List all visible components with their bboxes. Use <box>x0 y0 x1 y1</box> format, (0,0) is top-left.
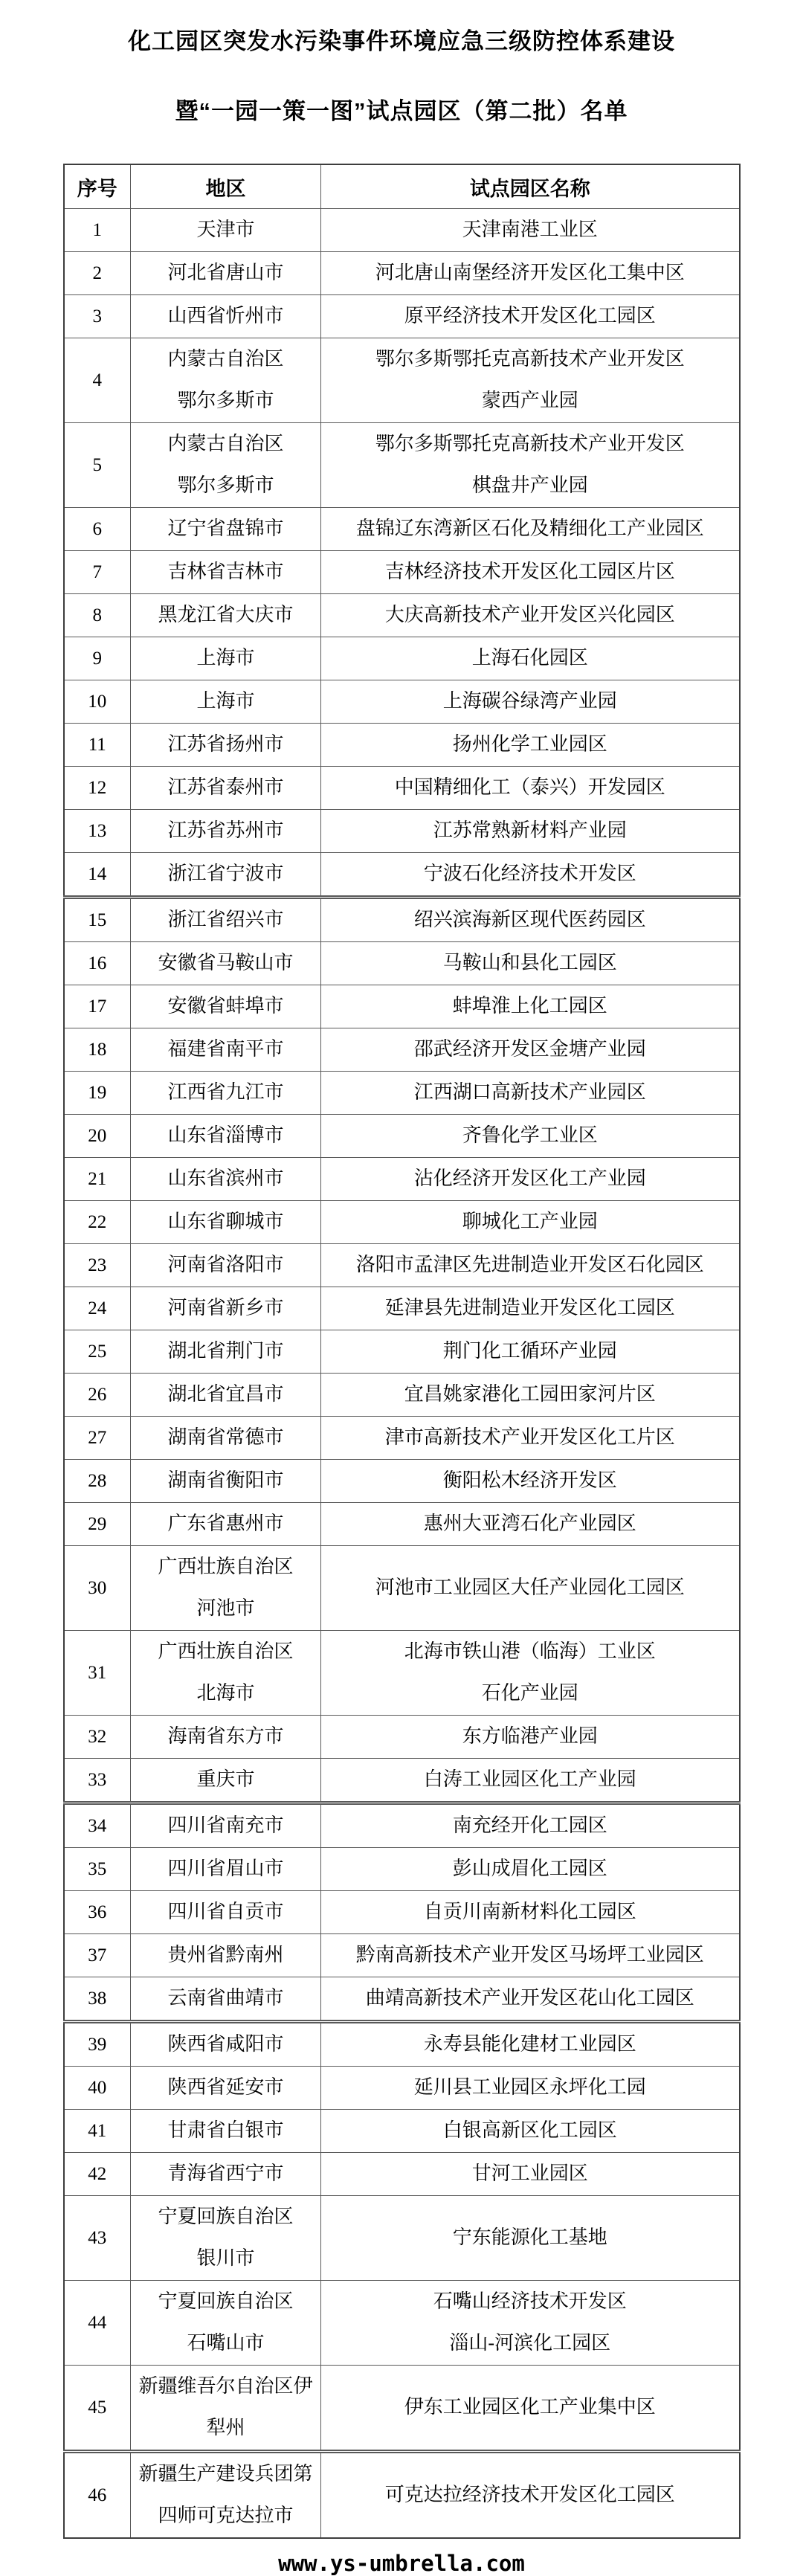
cell-text-line: 蒙西产业园 <box>481 390 578 412</box>
table-row <box>64 1631 740 1716</box>
cell-index: 34 <box>64 1803 131 1848</box>
col-header-index: 序号 <box>64 164 131 209</box>
cell-region: 黑龙江省大庆市 <box>131 594 321 637</box>
cell-park-name: 白银高新区化工园区 <box>321 2110 740 2153</box>
table-row <box>64 594 740 637</box>
cell-index: 29 <box>64 1503 131 1546</box>
table-row <box>64 1503 740 1546</box>
cell-text-line: 宁夏回族自治区 <box>158 2206 294 2228</box>
cell-region <box>131 2452 321 2539</box>
cell-park-name: 惠州大亚湾石化产业园区 <box>321 1503 740 1546</box>
table-header <box>64 164 740 209</box>
cell-park-name: 马鞍山和县化工园区 <box>321 942 740 985</box>
cell-region <box>131 1631 321 1716</box>
cell-region: 上海市 <box>131 637 321 680</box>
cell-region: 江苏省扬州市 <box>131 724 321 767</box>
cell-park-name: 河北唐山南堡经济开发区化工集中区 <box>321 252 740 295</box>
table-row <box>64 2452 740 2539</box>
cell-region: 四川省自贡市 <box>131 1891 321 1934</box>
table-row <box>64 1287 740 1330</box>
cell-text-line: 河池市 <box>196 1597 255 1620</box>
cell-index: 13 <box>64 810 131 853</box>
cell-region: 山西省忻州市 <box>131 295 321 338</box>
table-row <box>64 637 740 680</box>
cell-park-name: 彭山成眉化工园区 <box>321 1848 740 1891</box>
col-header-region: 地区 <box>131 164 321 209</box>
cell-index: 14 <box>64 853 131 898</box>
cell-text-line: 鄂尔多斯鄂托克高新技术产业开发区 <box>375 433 685 455</box>
cell-region <box>131 2196 321 2281</box>
cell-park-name: 南充经开化工园区 <box>321 1803 740 1848</box>
cell-text-line: 内蒙古自治区 <box>167 348 284 370</box>
cell-park-name: 齐鲁化学工业区 <box>321 1115 740 1158</box>
cell-park-name: 自贡川南新材料化工园区 <box>321 1891 740 1934</box>
cell-region <box>131 1546 321 1631</box>
cell-park-name: 江西湖口高新技术产业园区 <box>321 1072 740 1115</box>
table-row <box>64 898 740 942</box>
cell-index: 27 <box>64 1417 131 1460</box>
table-row <box>64 680 740 724</box>
page-title-line-1: 化工园区突发水污染事件环境应急三级防控体系建设 <box>128 28 675 54</box>
table-row <box>64 2067 740 2110</box>
cell-index: 12 <box>64 767 131 810</box>
cell-region: 河南省新乡市 <box>131 1287 321 1330</box>
table-row <box>64 1158 740 1201</box>
table-row <box>64 1546 740 1631</box>
cell-index: 33 <box>64 1759 131 1803</box>
cell-park-name: 蚌埠淮上化工园区 <box>321 985 740 1028</box>
cell-index: 35 <box>64 1848 131 1891</box>
cell-park-name: 黔南高新技术产业开发区马场坪工业园区 <box>321 1934 740 1977</box>
table-row <box>64 942 740 985</box>
table-row <box>64 1977 740 2022</box>
cell-index: 45 <box>64 2366 131 2452</box>
cell-region: 湖南省衡阳市 <box>131 1460 321 1503</box>
cell-park-name: 白涛工业园区化工产业园 <box>321 1759 740 1803</box>
cell-park-name: 甘河工业园区 <box>321 2153 740 2196</box>
cell-index: 26 <box>64 1374 131 1417</box>
cell-region: 辽宁省盘锦市 <box>131 508 321 551</box>
table-body <box>64 209 740 2539</box>
cell-park-name: 宁东能源化工基地 <box>321 2196 740 2281</box>
cell-park-name: 伊东工业园区化工产业集中区 <box>321 2366 740 2452</box>
cell-index: 46 <box>64 2452 131 2539</box>
table-row <box>64 252 740 295</box>
cell-index: 3 <box>64 295 131 338</box>
cell-index: 11 <box>64 724 131 767</box>
table-row <box>64 2110 740 2153</box>
cell-park-name: 江苏常熟新材料产业园 <box>321 810 740 853</box>
cell-park-name: 聊城化工产业园 <box>321 1201 740 1244</box>
cell-region: 四川省南充市 <box>131 1803 321 1848</box>
table-row <box>64 1072 740 1115</box>
cell-park-name: 永寿县能化建材工业园区 <box>321 2022 740 2067</box>
cell-park-name: 衡阳松木经济开发区 <box>321 1460 740 1503</box>
table-row <box>64 1934 740 1977</box>
footer-url: www.ys-umbrella.com <box>278 2551 525 2576</box>
cell-region: 河南省洛阳市 <box>131 1244 321 1287</box>
table-row <box>64 810 740 853</box>
table-row <box>64 2366 740 2452</box>
table-row <box>64 853 740 898</box>
cell-region <box>131 338 321 423</box>
cell-index: 23 <box>64 1244 131 1287</box>
cell-text-line: 鄂尔多斯市 <box>177 390 274 412</box>
cell-index: 4 <box>64 338 131 423</box>
table-row <box>64 1716 740 1759</box>
cell-park-name: 邵武经济开发区金塘产业园 <box>321 1028 740 1072</box>
cell-text-line: 新疆维吾尔自治区伊 <box>138 2375 313 2398</box>
cell-region: 浙江省宁波市 <box>131 853 321 898</box>
cell-index: 28 <box>64 1460 131 1503</box>
cell-region: 四川省眉山市 <box>131 1848 321 1891</box>
cell-text-line: 石嘴山经济技术开发区 <box>433 2290 627 2313</box>
cell-index: 32 <box>64 1716 131 1759</box>
cell-index: 10 <box>64 680 131 724</box>
table-row <box>64 295 740 338</box>
cell-park-name: 大庆高新技术产业开发区兴化园区 <box>321 594 740 637</box>
cell-park-name: 延津县先进制造业开发区化工园区 <box>321 1287 740 1330</box>
cell-park-name: 洛阳市孟津区先进制造业开发区石化园区 <box>321 1244 740 1287</box>
table-row <box>64 2196 740 2281</box>
table-row <box>64 1803 740 1848</box>
cell-region: 福建省南平市 <box>131 1028 321 1072</box>
cell-text-line: 鄂尔多斯市 <box>177 474 274 497</box>
cell-park-name: 天津南港工业区 <box>321 209 740 252</box>
cell-index: 36 <box>64 1891 131 1934</box>
cell-index: 43 <box>64 2196 131 2281</box>
table-row <box>64 1848 740 1891</box>
cell-region <box>131 2281 321 2366</box>
cell-index: 44 <box>64 2281 131 2366</box>
table-row <box>64 209 740 252</box>
cell-region: 江苏省苏州市 <box>131 810 321 853</box>
cell-region: 重庆市 <box>131 1759 321 1803</box>
cell-index: 24 <box>64 1287 131 1330</box>
table-row <box>64 985 740 1028</box>
cell-park-name <box>321 338 740 423</box>
cell-region: 浙江省绍兴市 <box>131 898 321 942</box>
cell-index: 41 <box>64 2110 131 2153</box>
table-row <box>64 1417 740 1460</box>
table-row <box>64 1374 740 1417</box>
cell-region <box>131 2366 321 2452</box>
cell-index: 21 <box>64 1158 131 1201</box>
cell-region: 陕西省延安市 <box>131 2067 321 2110</box>
cell-index: 7 <box>64 551 131 594</box>
cell-region: 江西省九江市 <box>131 1072 321 1115</box>
cell-text-line: 鄂尔多斯鄂托克高新技术产业开发区 <box>375 348 685 370</box>
cell-region: 陕西省咸阳市 <box>131 2022 321 2067</box>
table-row <box>64 1244 740 1287</box>
cell-region: 天津市 <box>131 209 321 252</box>
cell-text-line: 北海市铁山港（临海）工业区 <box>404 1640 656 1663</box>
cell-region: 海南省东方市 <box>131 1716 321 1759</box>
cell-park-name: 河池市工业园区大任产业园化工园区 <box>321 1546 740 1631</box>
cell-park-name: 上海石化园区 <box>321 637 740 680</box>
page-title-line-2: 暨“一园一策一图”试点园区（第二批）名单 <box>175 98 628 124</box>
table-row <box>64 1460 740 1503</box>
cell-park-name: 荆门化工循环产业园 <box>321 1330 740 1374</box>
cell-region: 贵州省黔南州 <box>131 1934 321 1977</box>
cell-index: 5 <box>64 423 131 508</box>
cell-index: 42 <box>64 2153 131 2196</box>
cell-index: 8 <box>64 594 131 637</box>
cell-park-name: 曲靖高新技术产业开发区花山化工园区 <box>321 1977 740 2022</box>
cell-region: 广东省惠州市 <box>131 1503 321 1546</box>
cell-park-name <box>321 1631 740 1716</box>
cell-region: 安徽省马鞍山市 <box>131 942 321 985</box>
cell-text-line: 犁州 <box>206 2417 245 2439</box>
cell-park-name: 中国精细化工（泰兴）开发园区 <box>321 767 740 810</box>
cell-region: 湖南省常德市 <box>131 1417 321 1460</box>
table-row <box>64 1891 740 1934</box>
cell-index: 15 <box>64 898 131 942</box>
cell-index: 16 <box>64 942 131 985</box>
table-row <box>64 1028 740 1072</box>
cell-park-name: 东方临港产业园 <box>321 1716 740 1759</box>
cell-text-line: 棋盘井产业园 <box>471 474 588 497</box>
cell-park-name: 沾化经济开发区化工产业园 <box>321 1158 740 1201</box>
cell-region: 山东省淄博市 <box>131 1115 321 1158</box>
table-row <box>64 1330 740 1374</box>
table-row <box>64 2153 740 2196</box>
table-header-row <box>64 164 740 209</box>
col-header-park-name: 试点园区名称 <box>321 164 740 209</box>
cell-region: 青海省西宁市 <box>131 2153 321 2196</box>
table-row <box>64 508 740 551</box>
cell-index: 39 <box>64 2022 131 2067</box>
cell-region: 河北省唐山市 <box>131 252 321 295</box>
cell-park-name: 宁波石化经济技术开发区 <box>321 853 740 898</box>
cell-park-name: 延川县工业园区永坪化工园 <box>321 2067 740 2110</box>
cell-text-line: 四师可克达拉市 <box>158 2505 294 2527</box>
cell-park-name: 吉林经济技术开发区化工园区片区 <box>321 551 740 594</box>
cell-park-name: 原平经济技术开发区化工园区 <box>321 295 740 338</box>
cell-text-line: 石化产业园 <box>481 1682 578 1704</box>
cell-park-name: 津市高新技术产业开发区化工片区 <box>321 1417 740 1460</box>
cell-park-name <box>321 2281 740 2366</box>
cell-park-name: 扬州化学工业园区 <box>321 724 740 767</box>
cell-region: 江苏省泰州市 <box>131 767 321 810</box>
cell-park-name <box>321 423 740 508</box>
cell-park-name: 盘锦辽东湾新区石化及精细化工产业园区 <box>321 508 740 551</box>
cell-text-line: 石嘴山市 <box>187 2332 265 2354</box>
cell-park-name: 绍兴滨海新区现代医药园区 <box>321 898 740 942</box>
cell-text-line: 淄山-河滨化工园区 <box>449 2332 611 2354</box>
table-row <box>64 2281 740 2366</box>
table-row <box>64 1115 740 1158</box>
cell-park-name: 宜昌姚家港化工园田家河片区 <box>321 1374 740 1417</box>
cell-region: 上海市 <box>131 680 321 724</box>
table-row <box>64 423 740 508</box>
table-row <box>64 338 740 423</box>
cell-text-line: 新疆生产建设兵团第 <box>138 2463 313 2485</box>
cell-index: 22 <box>64 1201 131 1244</box>
cell-index: 37 <box>64 1934 131 1977</box>
cell-index: 17 <box>64 985 131 1028</box>
cell-index: 1 <box>64 209 131 252</box>
cell-index: 18 <box>64 1028 131 1072</box>
cell-text-line: 广西壮族自治区 <box>158 1640 294 1663</box>
cell-region <box>131 423 321 508</box>
table-row <box>64 551 740 594</box>
table-row <box>64 1759 740 1803</box>
cell-index: 6 <box>64 508 131 551</box>
cell-region: 吉林省吉林市 <box>131 551 321 594</box>
cell-text-line: 银川市 <box>196 2247 255 2270</box>
cell-index: 30 <box>64 1546 131 1631</box>
cell-text-line: 广西壮族自治区 <box>158 1556 294 1578</box>
table-row <box>64 1201 740 1244</box>
cell-index: 31 <box>64 1631 131 1716</box>
cell-region: 云南省曲靖市 <box>131 1977 321 2022</box>
table-row <box>64 2022 740 2067</box>
cell-index: 2 <box>64 252 131 295</box>
table-row <box>64 724 740 767</box>
cell-text-line: 宁夏回族自治区 <box>158 2290 294 2313</box>
cell-park-name: 可克达拉经济技术开发区化工园区 <box>321 2452 740 2539</box>
cell-index: 20 <box>64 1115 131 1158</box>
cell-index: 40 <box>64 2067 131 2110</box>
pilot-parks-table <box>63 164 741 2539</box>
cell-region: 湖北省荆门市 <box>131 1330 321 1374</box>
cell-index: 25 <box>64 1330 131 1374</box>
cell-index: 19 <box>64 1072 131 1115</box>
cell-region: 山东省滨州市 <box>131 1158 321 1201</box>
cell-text-line: 北海市 <box>196 1682 255 1704</box>
cell-region: 安徽省蚌埠市 <box>131 985 321 1028</box>
cell-region: 山东省聊城市 <box>131 1201 321 1244</box>
cell-text-line: 内蒙古自治区 <box>167 433 284 455</box>
cell-index: 38 <box>64 1977 131 2022</box>
cell-region: 甘肃省白银市 <box>131 2110 321 2153</box>
cell-park-name: 上海碳谷绿湾产业园 <box>321 680 740 724</box>
cell-region: 湖北省宜昌市 <box>131 1374 321 1417</box>
cell-index: 9 <box>64 637 131 680</box>
table-row <box>64 767 740 810</box>
